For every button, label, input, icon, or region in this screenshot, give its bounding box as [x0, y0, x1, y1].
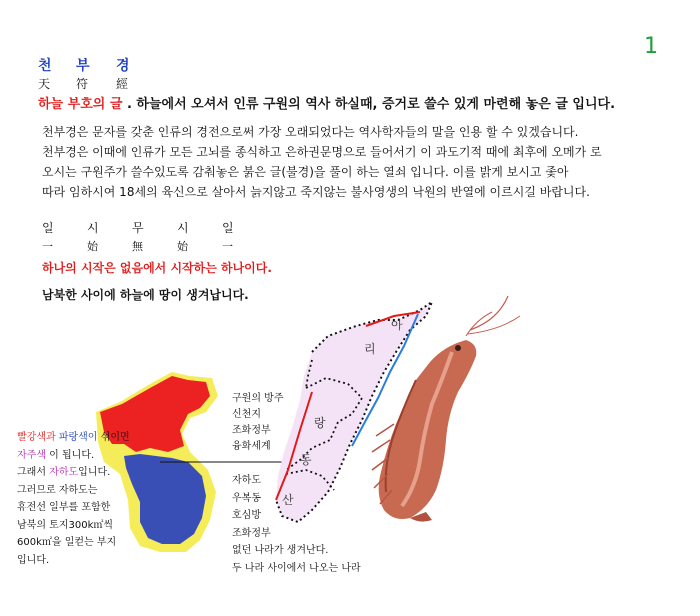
title-hangul-char: 부	[76, 58, 90, 74]
title-hanja-char: 天	[38, 77, 51, 91]
map-label: 랑	[314, 416, 326, 430]
paragraph-line: 오시는 구원주가 쓸수있도록 감춰놓은 붉은 글(불경)을 풀이 하는 열쇠 입니다. 이를 밝게 보시고 좇아	[42, 165, 569, 179]
sequence-char: 일	[222, 221, 234, 235]
low-note-line: 조화정부	[232, 527, 271, 539]
left-note-text: 남북의 토지300k㎡씩	[17, 519, 114, 531]
mid-note	[232, 391, 283, 455]
title-hangul-char: 천	[38, 58, 52, 74]
mid-note-line: 조화정부	[232, 425, 271, 436]
left-note-text: 600k㎡을 일컫는 부지	[17, 537, 117, 548]
left-note-text: 이 됩니다.	[49, 449, 95, 461]
left-note-text: 섞이면	[100, 432, 130, 443]
low-note-line: 호심방	[232, 510, 261, 521]
low-note-line: 없던 나라가 생겨난다.	[232, 545, 329, 556]
red-statement: 하나의 시작은 없음에서 시작하는 하나이다.	[42, 261, 272, 275]
paragraph-line: 천부경은 문자를 갖춘 인류의 경전으로써 가장 오래되었다는 역사학자들의 말을 인용 할 수 있겠습니다.	[42, 125, 579, 139]
left-note-magenta: 자하도	[49, 467, 79, 478]
sequence-char: 始	[87, 240, 98, 253]
low-note-line: 자하도	[232, 475, 261, 486]
title-hangul-char: 경	[116, 58, 130, 74]
sequence-char: 시	[87, 221, 99, 235]
left-note-blue: 파랑색이	[58, 432, 98, 443]
title-hanja-char: 符	[76, 77, 89, 91]
sequence-char: 無	[132, 240, 143, 253]
title-hanja-char: 經	[116, 77, 129, 91]
left-note-text: 그러므로 자하도는	[17, 484, 98, 496]
mid-note-line: 구원의 방주	[232, 393, 284, 404]
left-note-text: 입니다.	[17, 554, 50, 566]
low-note-line: 두 나라 사이에서 나오는 나라	[232, 562, 361, 574]
page-number: 1	[644, 34, 658, 59]
left-note-text: 입니다.	[78, 467, 111, 478]
sequence-char: 一	[42, 240, 53, 253]
low-note	[232, 472, 361, 577]
sequence-char: 무	[132, 221, 144, 235]
intro-red-text: 하늘 부호의 글	[38, 97, 123, 112]
mid-note-line: 융화세계	[232, 441, 271, 452]
paragraph-line: 따라 임하시여 18세의 육신으로 살아서 늙지않고 죽지않는 불사영생의 낙원의 반열에 이르시길 바랍니다.	[42, 185, 590, 199]
mid-note-line: 신천지	[232, 409, 261, 420]
sequence-char: 一	[222, 240, 233, 253]
sequence-char: 일	[42, 221, 54, 235]
sequence-char: 始	[177, 240, 188, 253]
low-note-line: 우복동	[232, 492, 261, 504]
left-note-text: 그래서	[17, 467, 46, 478]
left-note-text: 휴전선 일부를 포함한	[17, 502, 111, 513]
map-label: 아	[391, 318, 403, 332]
sequence-char: 시	[177, 221, 189, 235]
left-note	[17, 429, 130, 569]
map-label: 동	[300, 453, 312, 467]
map-label: 산	[282, 493, 294, 507]
left-note-red: 빨강색과	[17, 432, 56, 443]
north-south-statement: 남북한 사이에 하늘에 땅이 생겨납니다.	[42, 288, 249, 302]
map-label: 리	[364, 342, 376, 356]
left-note-magenta: 자주색	[17, 449, 46, 461]
intro-rest-text: . 하늘에서 오셔서 인류 구원의 역사 하실때, 증거로 쓸수 있게 마련해 놓은 글 입니다.	[126, 97, 616, 112]
paragraph-line: 천부경은 이때에 인류가 모든 고뇌를 종식하고 은하권문명으로 들어서기 이 과도기적 때에 최후에 오메가 로	[42, 145, 602, 159]
